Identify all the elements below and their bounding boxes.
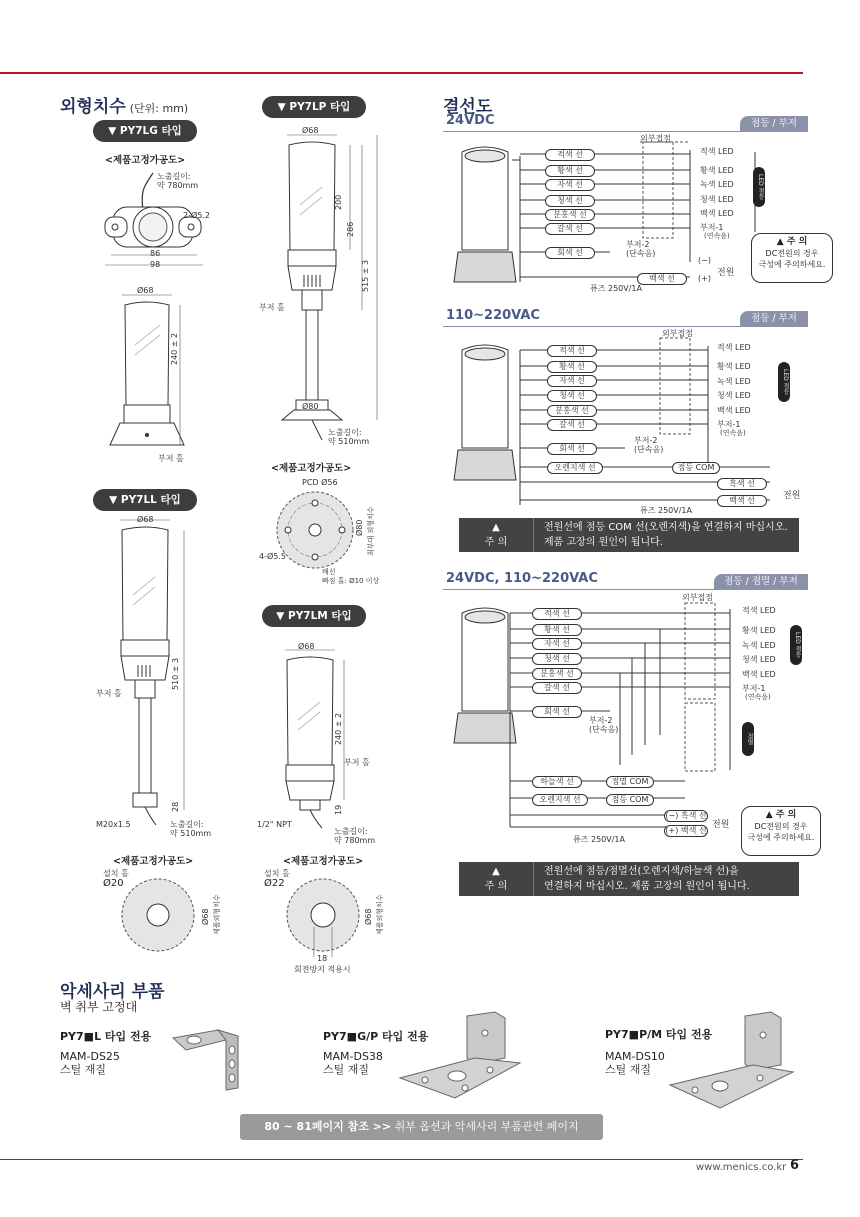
py7lp-h3: 515 ± 3 [361, 259, 370, 292]
d1-gray: 회색 선 [545, 247, 595, 259]
dims-title: 외형치수 (단위: mm) [60, 97, 189, 117]
py7lp-body-drawing [262, 125, 392, 450]
acc-item-0-model: MAM-DS25 [60, 1050, 120, 1063]
d1-out-3: 청색 LED [700, 195, 734, 204]
d1-voltage: 24VDC [446, 113, 495, 128]
wiring-title: 결선도 [443, 97, 493, 117]
py7lg-body-drawing [100, 285, 195, 465]
d1-led-badge: LED 점등 [753, 167, 765, 207]
d2-black: 흑색 선 [717, 478, 767, 490]
d2-out-6: (연속음) [720, 429, 746, 437]
acc-item-2-material: 스틸 재질 [605, 1063, 652, 1076]
py7lg-buzzer: 부저 홀 [158, 454, 184, 463]
d3-blink-com: 점멸 COM [606, 776, 654, 788]
py7lp-holes: 4-Ø5.5 [259, 552, 286, 561]
d3-ext: 외부접점 [682, 593, 713, 602]
d3-note-text: 전원선에 점등/점멸선(오렌지색/하늘색 선)을 연결하지 마십시오. 제품 고장의 원인이 됩니다. [544, 866, 750, 892]
acc-title: 악세사리 부품 [60, 982, 165, 1002]
py7lp-pcd: PCD Ø56 [302, 478, 338, 487]
py7lm-d22: Ø22 [264, 878, 285, 889]
d2-wire-0: 적색 선 [547, 345, 597, 357]
d3-skyblue: 하늘색 선 [532, 776, 582, 788]
d3-buzzer2: 부저-2 (단속음) [589, 716, 619, 734]
py7lm-outer: 제품외형치수 [376, 894, 384, 935]
d2-ext: 외부접점 [662, 329, 693, 338]
py7lp-outer: 최부대 외형치수 [367, 506, 375, 556]
d1-power: 전원 [717, 268, 735, 278]
warning-icon: ▲ [492, 866, 500, 877]
py7ll-mount-caption: <제품고정가공도> [113, 856, 194, 867]
d2-wire-4: 분홍색 선 [547, 405, 597, 417]
py7ll-dia: Ø68 [137, 515, 154, 524]
d2-out-0: 적색 LED [717, 343, 751, 352]
py7lp-dia80: Ø80 [355, 519, 364, 536]
d2-wire-3: 청색 선 [547, 390, 597, 402]
acc-item-2-type: PY7■P/M 타입 전용 [605, 1028, 713, 1041]
d1-fuse: 퓨즈 250V/1A [590, 284, 642, 293]
d3-fuse: 퓨즈 250V/1A [573, 835, 625, 844]
d1-plus: (+) [698, 274, 711, 283]
d3-note [459, 862, 799, 896]
acc-item-0 [60, 1028, 151, 1076]
d3-gray: 회색 선 [532, 706, 582, 718]
d3-out-1: 황색 LED [742, 626, 776, 635]
py7lg-w2: 98 [150, 260, 161, 269]
d3-out-3: 청색 LED [742, 655, 776, 664]
py7lm-anti: 회전방지 적용시 [294, 965, 351, 974]
d2-led-badge: LED 점등 [778, 362, 790, 402]
d2-voltage: 110~220VAC [446, 308, 540, 323]
py7lm-npt: 1/2" NPT [257, 820, 292, 829]
d1-out-1: 황색 LED [700, 166, 734, 175]
reference-pages: 80 ~ 81페이지 참조 >> [264, 1120, 392, 1133]
d2-out-2: 녹색 LED [717, 377, 751, 386]
warning-icon: ▲ [492, 522, 500, 533]
d1-ext: 외부접점 [640, 134, 671, 143]
py7lg-cable-label: 노출길이: 약 780mm [157, 172, 199, 190]
d2-note-label: ▲ 주 의 [459, 518, 534, 552]
footer-url[interactable]: www.menics.co.kr [696, 1162, 787, 1173]
d1-out-2: 녹색 LED [700, 180, 734, 189]
d1-white: 백색 선 [637, 273, 687, 285]
reference-text: 취부 옵션과 악세사리 부품관련 페이지 [394, 1120, 579, 1133]
d3-led-badge: LED 점등 [790, 625, 802, 665]
py7ll-install: 설치 홀 [103, 869, 129, 878]
py7ll-d20: Ø20 [103, 878, 124, 889]
py7lm-d18: 18 [317, 954, 328, 963]
py7lg-hole-label: 2-Ø5.2 [183, 211, 210, 220]
acc-item-0-material: 스틸 재질 [60, 1063, 107, 1076]
d2-out-1: 황색 LED [717, 362, 751, 371]
acc-subtitle: 벽 취부 고정대 [60, 1000, 138, 1014]
d2-buzzer2: 부저-2 (단속음) [634, 436, 664, 454]
py7ll-m20: M20x1.5 [96, 820, 131, 829]
d1-caution: ▲ 주 의 DC전원의 경우 극성에 주의하세요. [751, 233, 833, 283]
py7lm-d19: 19 [334, 804, 343, 815]
py7ll-body-drawing [100, 515, 200, 835]
d3-wire-1: 황색 선 [532, 624, 582, 636]
d2-tag: 점등 / 부저 [740, 311, 808, 327]
d1-wire-3: 청색 선 [545, 195, 595, 207]
d3-tag: 점등 / 점멸 / 부저 [714, 574, 808, 590]
py7lp-buzzer: 부저 홀 [259, 303, 285, 312]
py7lm-body-drawing [270, 640, 370, 830]
type-pill-py7lm: ▼ PY7LM 타입 [262, 605, 366, 627]
d3-wire-0: 적색 선 [532, 608, 582, 620]
py7lm-cable: 노출길이: 약 780mm [334, 827, 376, 845]
d3-out-2: 녹색 LED [742, 641, 776, 650]
d2-wire-5: 갈색 선 [547, 419, 597, 431]
d3-black: (−) 흑색 선 [665, 811, 707, 820]
py7lg-height: 240 ± 2 [170, 332, 179, 365]
d1-wire-0: 적색 선 [545, 149, 595, 161]
d1-caution-title: ▲ 주 의 [776, 237, 808, 247]
d2-com: 점등 COM [672, 462, 720, 474]
d2-note [459, 518, 799, 552]
d1-tag: 점등 / 부저 [740, 116, 808, 132]
py7lm-buzzer: 부저 홀 [344, 758, 370, 767]
type-pill-py7ll: ▼ PY7LL 타입 [93, 489, 197, 511]
d3-wire-3: 청색 선 [532, 653, 582, 665]
py7lg-mount-caption: <제품고정가공도> [105, 155, 186, 166]
d2-note-text: 전원선에 점등 COM 선(오렌지색)을 연결하지 마십시오. 제품 고장의 원인이 됩니다. [544, 522, 788, 548]
d3-out-4: 백색 LED [742, 670, 776, 679]
acc-item-0-type: PY7■L 타입 전용 [60, 1030, 152, 1043]
d3-power: 전원 [712, 820, 730, 830]
d3-out-5: 부저-1 [742, 684, 766, 693]
d3-caution: ▲ 주 의 DC전원의 경우 극성에 주의하세요. [741, 806, 821, 856]
reference-banner[interactable] [240, 1114, 603, 1140]
top-rule [0, 72, 803, 74]
d1-out-0: 적색 LED [700, 147, 734, 156]
d1-out-5: 부저-1 [700, 223, 724, 232]
d1-wire-4: 분홍색 선 [545, 209, 595, 221]
py7lp-h1: 200 [334, 194, 343, 210]
type-pill-py7lg: ▼ PY7LG 타입 [93, 120, 197, 142]
py7lg-dia: Ø68 [137, 286, 154, 295]
py7lp-h2: 286 [346, 221, 355, 237]
d2-wire-1: 황색 선 [547, 361, 597, 373]
d2-fuse: 퓨즈 250V/1A [640, 506, 692, 515]
d2-power: 전원 [783, 491, 801, 501]
py7lg-w1: 86 [150, 249, 161, 258]
d1-wire-1: 황색 선 [545, 165, 595, 177]
py7ll-height: 510 ± 3 [171, 657, 180, 690]
py7lp-cable: 노출길이: 약 510mm [328, 428, 370, 446]
d2-orange: 오렌지색 선 [547, 462, 603, 474]
d3-out-0: 적색 LED [742, 606, 776, 615]
acc-item-1-model: MAM-DS38 [323, 1050, 383, 1063]
d3-blink-badge: 점멸 [742, 722, 754, 756]
d1-minus: (−) [698, 256, 711, 265]
d2-out-5: 부저-1 [717, 420, 741, 429]
d2-gray: 회색 선 [547, 443, 597, 455]
py7lm-install: 설치 홀 [264, 869, 290, 878]
page-number: 6 [790, 1158, 800, 1173]
py7lp-wire: 배선 빠짐 홀: Ø10 이상 [322, 568, 380, 585]
py7lp-base: Ø80 [302, 402, 319, 411]
py7lm-d68: Ø68 [364, 908, 373, 925]
py7ll-outer: 제품외형치수 [213, 894, 221, 935]
d3-orange: 오렌지색 선 [532, 794, 588, 806]
acc-item-1-material: 스틸 재질 [323, 1063, 370, 1076]
d2-wire-2: 자색 선 [547, 375, 597, 387]
bracket-ds25-image [168, 1018, 253, 1093]
d2-white: 백색 선 [717, 495, 767, 507]
py7ll-buzzer: 부저 홀 [96, 689, 122, 698]
d1-wire-2: 자색 선 [545, 179, 595, 191]
py7lm-height: 240 ± 2 [334, 712, 343, 745]
d3-out-6: (연속음) [745, 693, 771, 701]
py7ll-d68: Ø68 [201, 908, 210, 925]
bracket-ds38-image [395, 1008, 530, 1103]
d1-out-6: (연속음) [704, 232, 730, 240]
d3-white: (+) 백색 선 [665, 826, 707, 835]
bottom-rule [0, 1159, 803, 1160]
d3-wire-4: 분홍색 선 [532, 668, 582, 680]
d1-buzzer2: 부저-2 (단속음) [626, 240, 656, 258]
py7lm-mount-caption: <제품고정가공도> [283, 856, 364, 867]
acc-item-2-model: MAM-DS10 [605, 1050, 665, 1063]
d3-wire-2: 자색 선 [532, 638, 582, 650]
bracket-ds10-image [665, 1010, 800, 1110]
type-pill-py7lp: ▼ PY7LP 타입 [262, 96, 366, 118]
py7lm-dia: Ø68 [298, 642, 315, 651]
py7lp-dia: Ø68 [302, 126, 319, 135]
py7ll-cable: 노출길이: 약 510mm [170, 820, 212, 838]
d2-out-4: 백색 LED [717, 406, 751, 415]
d3-com: 점등 COM [606, 794, 654, 806]
d3-wire-5: 갈색 선 [532, 682, 582, 694]
d3-caution-title: ▲ 주 의 [765, 810, 797, 820]
py7lp-mount-caption: <제품고정가공도> [271, 463, 352, 474]
d2-out-3: 청색 LED [717, 391, 751, 400]
d3-voltage: 24VDC, 110~220VAC [446, 571, 598, 586]
py7ll-d28: 28 [171, 801, 180, 812]
d1-wire-5: 갈색 선 [545, 223, 595, 235]
acc-item-1-type: PY7■G/P 타입 전용 [323, 1030, 429, 1043]
d3-note-label: ▲ 주 의 [459, 862, 534, 896]
d1-out-4: 백색 LED [700, 209, 734, 218]
